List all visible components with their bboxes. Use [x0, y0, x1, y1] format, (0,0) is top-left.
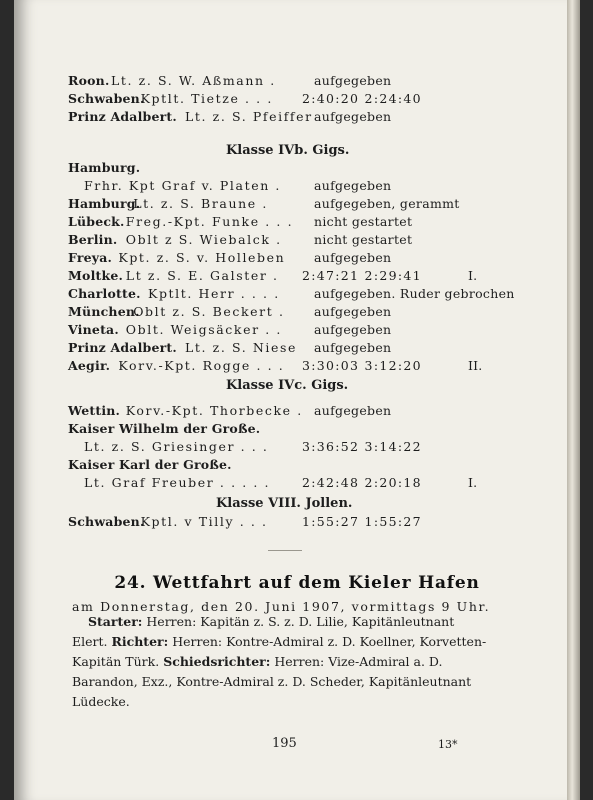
ship-name: Kaiser Wilhelm der Große.: [68, 421, 261, 436]
crew-name: Frhr. Kpt Graf v. Platen .: [84, 178, 282, 193]
race-result: aufgegeben: [314, 250, 392, 265]
crew-name: Lt. z. S. Griesinger . . .: [84, 439, 269, 454]
crew-name: Kpt. z. S. v. Holleben: [118, 250, 286, 265]
ship-name: Freya.: [68, 250, 113, 265]
race-result: 2:47:21 2:29:41: [302, 268, 422, 283]
crew-name: Kptlt. Herr . . . .: [148, 286, 280, 301]
schiedsrichter-text: Herren: Vize-Admiral a. D. Barandon, Exz., Kontre-Admiral z. D. Scheder, Kapitänleutnant Lüdecke.: [72, 654, 472, 709]
ship-name: Schwaben.: [68, 514, 145, 529]
officials-paragraph: [72, 612, 492, 712]
crew-name: Oblt z S. Wiebalck .: [125, 232, 282, 247]
starter-text: Herren: Kapitän z. S. z. D. Lilie, Kapitänleutnant Elert.: [72, 614, 455, 649]
ship-name: Moltke.: [68, 268, 124, 283]
ship-name: Charlotte.: [68, 286, 141, 301]
ship-name: Lübeck.: [68, 214, 125, 229]
starter-label: Starter:: [88, 614, 143, 629]
crew-name: Lt. Graf Freuber . . . . .: [84, 475, 271, 490]
ship-name: Vineta.: [68, 322, 119, 337]
ship-name: Prinz Adalbert.: [68, 340, 177, 355]
ship-name: München.: [68, 304, 140, 319]
ship-name: Roon.: [68, 73, 110, 88]
race-result: nicht gestartet: [314, 214, 413, 229]
crew-name: Kptl. v Tilly . . .: [140, 514, 268, 529]
ship-name: Kaiser Karl der Große.: [68, 457, 232, 472]
race-result: aufgegeben: [314, 340, 392, 355]
crew-name: Lt. z. S. Braune .: [133, 196, 268, 211]
section-divider: [268, 550, 302, 551]
race-title: 24. Wettfahrt auf dem Kieler Hafen: [114, 573, 480, 593]
crew-name: Lt. z. S. W. Aßmann .: [111, 73, 276, 88]
ship-name: Aegir.: [68, 358, 111, 373]
race-result: 3:36:52 3:14:22: [302, 439, 422, 454]
race-result: 2:42:48 2:20:18: [302, 475, 422, 490]
race-result: aufgegeben: [314, 109, 392, 124]
page-number: 195: [272, 736, 297, 751]
placing: I.: [468, 268, 478, 283]
ship-name: Schwaben.: [68, 91, 145, 106]
ship-name: Berlin.: [68, 232, 118, 247]
class-heading-ivc: Klasse IVc. Gigs.: [226, 378, 349, 393]
richter-text: Herren: Kontre-Admiral z. D. Koellner, Korvetten-Kapitän Türk.: [72, 634, 487, 669]
race-result: 1:55:27 1:55:27: [302, 514, 422, 529]
race-date-line: am Donnerstag, den 20. Juni 1907, vormittags 9 Uhr.: [72, 599, 491, 614]
page-edge: [567, 0, 580, 800]
ship-name: Prinz Adalbert.: [68, 109, 177, 124]
crew-name: Oblt z. S. Beckert .: [133, 304, 285, 319]
ship-name: Wettin.: [68, 403, 121, 418]
crew-name: Oblt. Weigsäcker . .: [125, 322, 282, 337]
signature-mark: 13*: [438, 738, 458, 751]
race-result: nicht gestartet: [314, 232, 413, 247]
crew-name: Lt. z. S. Niese: [185, 340, 298, 355]
class-heading-ivb: Klasse IVb. Gigs.: [226, 143, 350, 158]
race-result: aufgegeben: [314, 403, 392, 418]
crew-name: Korv.-Kpt. Thorbecke .: [125, 403, 303, 418]
crew-name: Lt z. S. E. Galster .: [125, 268, 279, 283]
placing: I.: [468, 475, 478, 490]
crew-name: Kptlt. Tietze . . .: [140, 91, 273, 106]
schiedsrichter-label: Schiedsrichter:: [163, 654, 271, 669]
book-page: [14, 0, 580, 800]
class-heading-viii: Klasse VIII. Jollen.: [216, 496, 353, 511]
race-result: 2:40:20 2:24:40: [302, 91, 422, 106]
race-result: aufgegeben. Ruder gebrochen: [314, 286, 515, 301]
race-result: aufgegeben, gerammt: [314, 196, 460, 211]
ship-name-hamburg-header: Hamburg.: [68, 160, 141, 175]
race-result: aufgegeben: [314, 178, 392, 193]
race-result: aufgegeben: [314, 322, 392, 337]
crew-name: Lt. z. S. Pfeiffer: [185, 109, 313, 124]
race-result: aufgegeben: [314, 73, 392, 88]
ship-name: Hamburg.: [68, 196, 141, 211]
race-result: 3:30:03 3:12:20: [302, 358, 422, 373]
race-result: aufgegeben: [314, 304, 392, 319]
richter-label: Richter:: [111, 634, 169, 649]
crew-name: Freg.-Kpt. Funke . . .: [125, 214, 294, 229]
crew-name: Korv.-Kpt. Rogge . . .: [118, 358, 285, 373]
placing: II.: [468, 358, 483, 373]
